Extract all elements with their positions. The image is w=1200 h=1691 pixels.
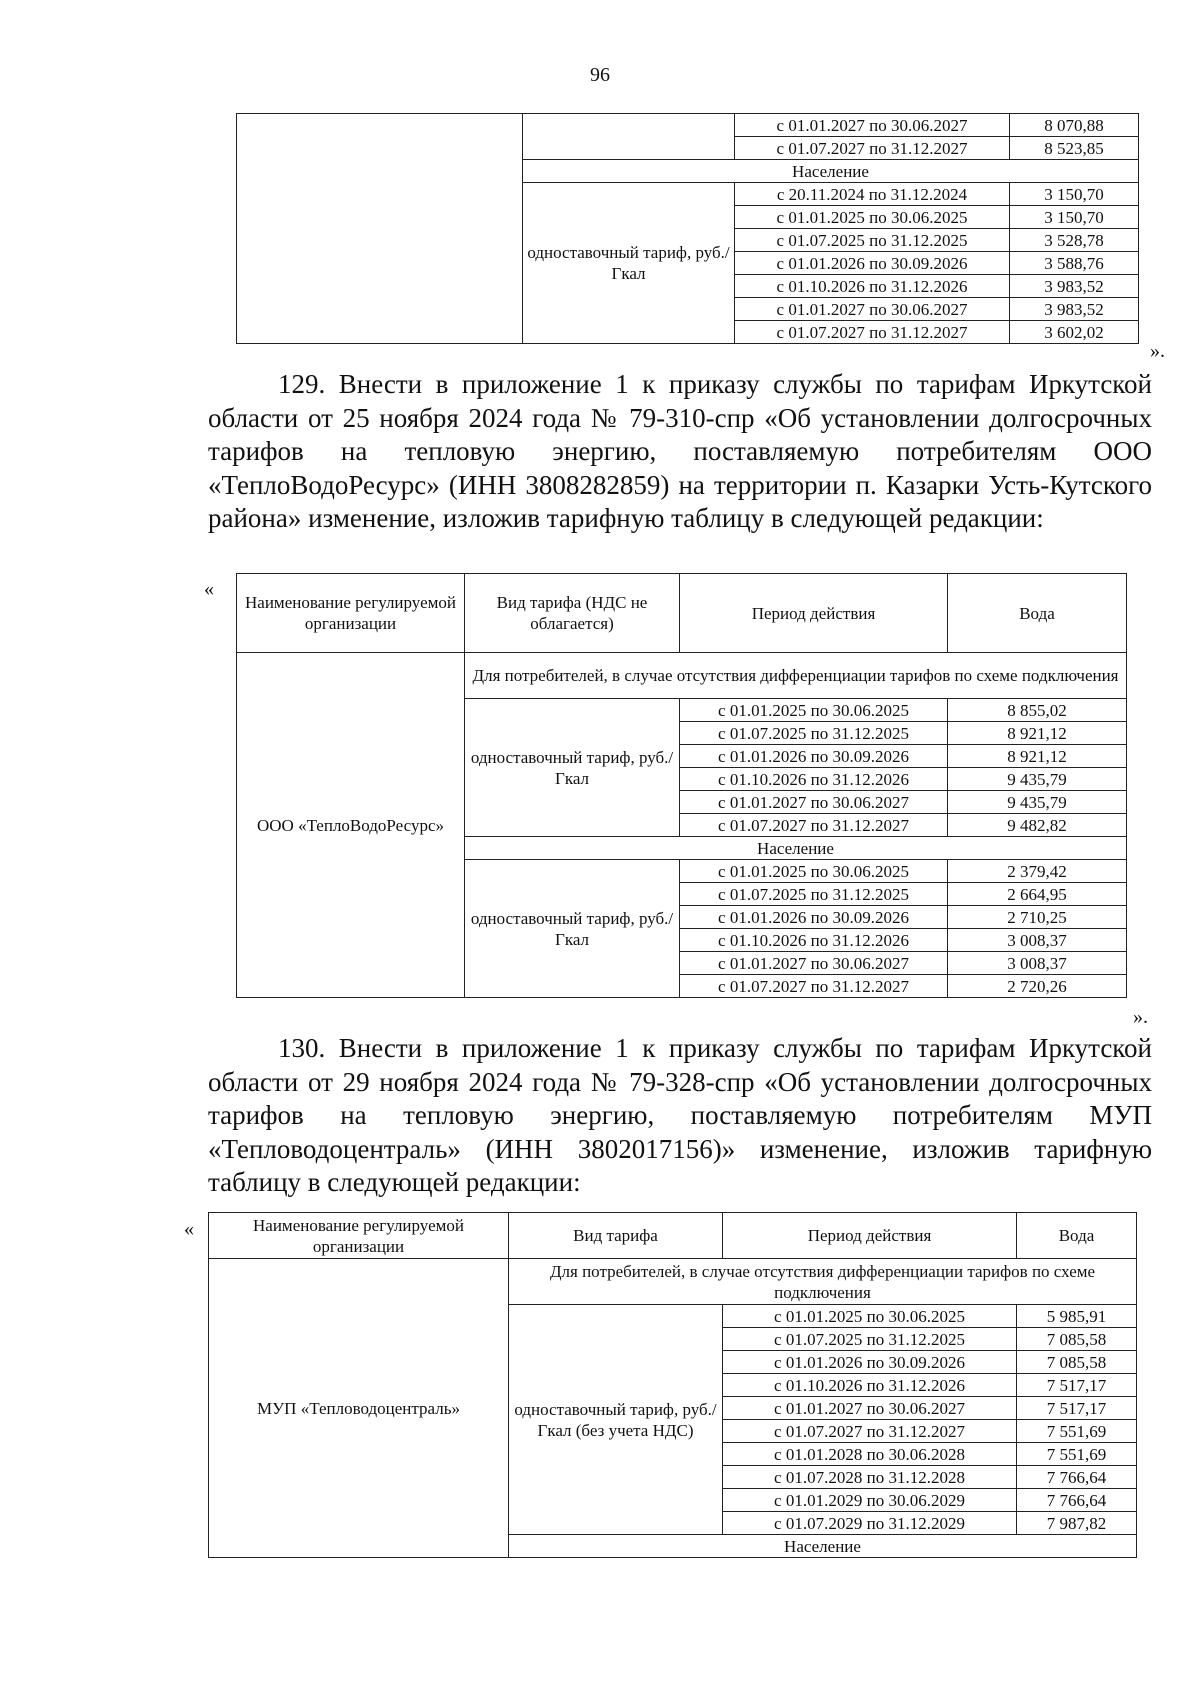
value-cell: 8 921,12: [948, 745, 1127, 768]
period-cell: с 01.01.2026 по 30.09.2026: [735, 252, 1010, 275]
value-cell: 3 150,70: [1010, 206, 1139, 229]
closing-quote: ».: [1150, 340, 1165, 362]
period-cell: с 01.10.2026 по 31.12.2026: [735, 275, 1010, 298]
tariff-table-continuation: [236, 113, 1139, 344]
period-cell: с 01.01.2026 по 30.09.2026: [680, 906, 948, 929]
paragraph-130: [208, 1032, 1152, 1200]
header-tariff-type: Вид тарифа (НДС не облагается): [465, 574, 680, 653]
period-cell: с 01.07.2027 по 31.12.2027: [680, 814, 948, 837]
period-cell: с 01.07.2027 по 31.12.2027: [680, 975, 948, 998]
period-cell: с 01.07.2027 по 31.12.2027: [723, 1420, 1017, 1443]
period-cell: с 01.07.2028 по 31.12.2028: [723, 1466, 1017, 1489]
period-cell: с 01.07.2027 по 31.12.2027: [735, 137, 1010, 160]
value-cell: 3 983,52: [1010, 298, 1139, 321]
org-name-cell: ООО «ТеплоВодоРесурс»: [237, 653, 465, 998]
org-cell-empty: [237, 114, 523, 344]
period-cell: с 01.07.2027 по 31.12.2027: [735, 321, 1010, 344]
value-cell: 3 008,37: [948, 952, 1127, 975]
period-cell: с 01.10.2026 по 31.12.2026: [680, 929, 948, 952]
value-cell: 7 551,69: [1017, 1443, 1137, 1466]
tariff-type-cell: одноставочный тариф, руб./Гкал (без учета НДС): [509, 1305, 723, 1535]
value-cell: 8 523,85: [1010, 137, 1139, 160]
value-cell: 9 482,82: [948, 814, 1127, 837]
value-cell: 3 528,78: [1010, 229, 1139, 252]
value-cell: 2 720,26: [948, 975, 1127, 998]
opening-quote: «: [184, 1218, 194, 1240]
value-cell: 8 921,12: [948, 722, 1127, 745]
period-cell: с 01.01.2028 по 30.06.2028: [723, 1443, 1017, 1466]
value-cell: 8 855,02: [948, 699, 1127, 722]
value-cell: 3 983,52: [1010, 275, 1139, 298]
closing-quote: ».: [1133, 1006, 1148, 1028]
value-cell: 7 551,69: [1017, 1420, 1137, 1443]
value-cell: 3 150,70: [1010, 183, 1139, 206]
value-cell: 7 085,58: [1017, 1351, 1137, 1374]
period-cell: с 01.01.2027 по 30.06.2027: [723, 1397, 1017, 1420]
value-cell: 9 435,79: [948, 768, 1127, 791]
period-cell: с 01.07.2025 по 31.12.2025: [680, 722, 948, 745]
period-cell: с 01.01.2025 по 30.06.2025: [680, 699, 948, 722]
period-cell: с 01.01.2026 по 30.09.2026: [680, 745, 948, 768]
tariff-table-130: [208, 1212, 1137, 1558]
consumers-label: Для потребителей, в случае отсутствия дифференциации тарифов по схеме подключения: [509, 1259, 1137, 1305]
period-cell: с 20.11.2024 по 31.12.2024: [735, 183, 1010, 206]
org-name-cell: МУП «Тепловодоцентраль»: [209, 1259, 509, 1558]
tariff-type-cell-empty: [523, 114, 735, 160]
period-cell: с 01.07.2029 по 31.12.2029: [723, 1512, 1017, 1535]
population-label: Население: [465, 837, 1127, 860]
header-tariff-type: Вид тарифа: [509, 1213, 723, 1259]
value-cell: 7 987,82: [1017, 1512, 1137, 1535]
population-label: Население: [523, 160, 1139, 183]
population-label: Население: [509, 1535, 1137, 1558]
period-cell: с 01.01.2029 по 30.06.2029: [723, 1489, 1017, 1512]
period-cell: с 01.01.2025 по 30.06.2025: [680, 860, 948, 883]
period-cell: с 01.01.2025 по 30.06.2025: [723, 1305, 1017, 1328]
tariff-type-cell: одноставочный тариф, руб./Гкал: [465, 699, 680, 837]
header-org: Наименование регулируемой организации: [237, 574, 465, 653]
value-cell: 7 085,58: [1017, 1328, 1137, 1351]
paragraph-130-text: 130. Внести в приложение 1 к приказу службы по тарифам Иркутской области от 29 ноября 2024 года № 79-328-спр «Об установлении долгосрочных тарифов на тепловую энергию, поставляемую потребителям МУП «Тепловодоцентраль» (ИНН 3802017156)» изменение, изложив тарифную таблицу в следующей редакции:: [208, 1033, 1152, 1197]
consumers-label: Для потребителей, в случае отсутствия дифференциации тарифов по схеме подключения: [465, 653, 1127, 699]
header-water: Вода: [1017, 1213, 1137, 1259]
period-cell: с 01.01.2027 по 30.06.2027: [680, 952, 948, 975]
value-cell: 2 710,25: [948, 906, 1127, 929]
period-cell: с 01.01.2027 по 30.06.2027: [735, 298, 1010, 321]
page-number: 96: [590, 64, 610, 86]
paragraph-129: [208, 368, 1152, 570]
header-period: Период действия: [723, 1213, 1017, 1259]
value-cell: 2 379,42: [948, 860, 1127, 883]
value-cell: 7 517,17: [1017, 1397, 1137, 1420]
period-cell: с 01.07.2025 по 31.12.2025: [735, 229, 1010, 252]
period-cell: с 01.07.2025 по 31.12.2025: [680, 883, 948, 906]
header-org: Наименование регулируемой организации: [209, 1213, 509, 1259]
value-cell: 3 008,37: [948, 929, 1127, 952]
period-cell: с 01.07.2025 по 31.12.2025: [723, 1328, 1017, 1351]
value-cell: 9 435,79: [948, 791, 1127, 814]
opening-quote: «: [204, 578, 214, 600]
value-cell: 8 070,88: [1010, 114, 1139, 137]
paragraph-129-text: 129. Внести в приложение 1 к приказу службы по тарифам Иркутской области от 25 ноября 2024 года № 79-310-спр «Об установлении долгосрочных тарифов на тепловую энергию, поставляемую потребителям ООО «ТеплоВодоРесурс» (ИНН 3808282859) на территории п. Казарки Усть-Кутского района» изменение, изложив тарифную таблицу в следующей редакции:: [208, 369, 1152, 533]
tariff-type-cell: одноставочный тариф, руб./Гкал: [523, 183, 735, 344]
value-cell: 7 766,64: [1017, 1466, 1137, 1489]
tariff-type-cell: одноставочный тариф, руб./Гкал: [465, 860, 680, 998]
period-cell: с 01.10.2026 по 31.12.2026: [723, 1374, 1017, 1397]
value-cell: 7 766,64: [1017, 1489, 1137, 1512]
header-water: Вода: [948, 574, 1127, 653]
value-cell: 5 985,91: [1017, 1305, 1137, 1328]
period-cell: с 01.01.2027 по 30.06.2027: [680, 791, 948, 814]
header-period: Период действия: [680, 574, 948, 653]
period-cell: с 01.01.2026 по 30.09.2026: [723, 1351, 1017, 1374]
tariff-table-129: [236, 573, 1127, 998]
period-cell: с 01.01.2025 по 30.06.2025: [735, 206, 1010, 229]
period-cell: с 01.10.2026 по 31.12.2026: [680, 768, 948, 791]
period-cell: с 01.01.2027 по 30.06.2027: [735, 114, 1010, 137]
value-cell: 7 517,17: [1017, 1374, 1137, 1397]
value-cell: 2 664,95: [948, 883, 1127, 906]
value-cell: 3 602,02: [1010, 321, 1139, 344]
value-cell: 3 588,76: [1010, 252, 1139, 275]
